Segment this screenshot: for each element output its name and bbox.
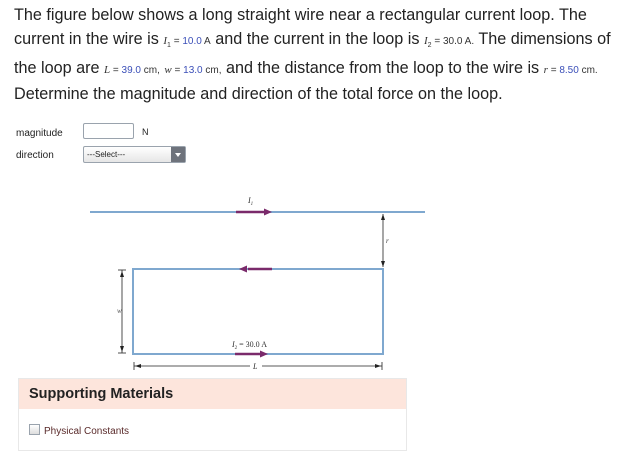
label-I2: $I_2 = 30.0$ A [232,340,268,351]
question-part-5: Determine the magnitude and direction of the total force on the loop. [14,84,503,103]
var-w: w = 13.0 cm, [164,64,222,76]
loop-bottom-current-arrow-head [260,351,268,358]
document-icon [29,424,40,435]
label-I1: $I_1$ [248,196,254,207]
L-arrow-right [375,364,381,368]
magnitude-label: magnitude [16,128,63,139]
question-part-2: and the current in the loop is [215,29,420,48]
r-arrow-bottom [381,261,385,267]
direction-select-value: ---Select--- [87,150,126,159]
direction-label: direction [16,150,54,161]
var-r: r = 8.50 cm. [543,64,598,76]
var-I1: $I_1 = 10.0$ A [163,34,211,49]
w-arrow-top [120,271,124,277]
var-L: L = 39.0 cm, [104,64,160,76]
loop-top-current-arrow-head [239,266,247,273]
supporting-materials-heading: Supporting Materials [19,379,406,409]
label-w: w [117,307,122,315]
r-arrow-top [381,214,385,220]
w-arrow-bottom [120,346,124,352]
question-part-4: and the distance from the loop to the wire is [226,59,540,77]
L-arrow-left [135,364,141,368]
wire-current-arrow-head [264,209,272,216]
magnitude-unit: N [142,127,149,137]
physical-constants-label: Physical Constants [44,426,130,437]
question-part-1: The figure below shows a long straight wire near a rectangular current loop. The current in the wire is [14,6,587,48]
physical-constants-link[interactable] [29,424,129,437]
label-L: L [253,362,258,371]
question-part-3: The dimensions of the loop are [14,29,611,77]
supporting-materials-panel [18,378,407,451]
var-I2: $I_2 = 30.0$ A. [423,34,475,49]
label-r: r [386,237,389,245]
